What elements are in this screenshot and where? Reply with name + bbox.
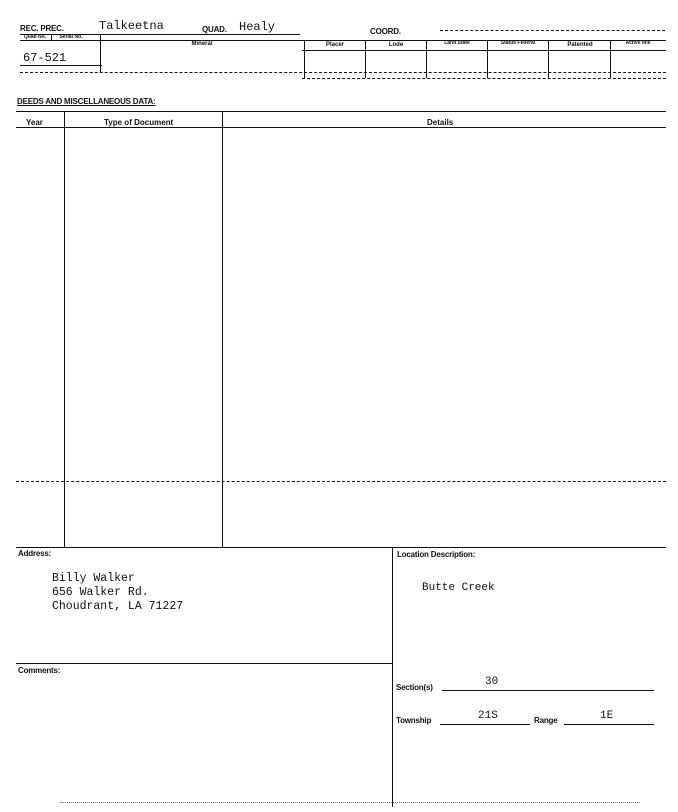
col-active-idle: Active Idle (625, 40, 651, 46)
quad-label: QUAD. (202, 25, 227, 34)
record-divider (487, 40, 488, 78)
record-row-bottom (20, 72, 666, 73)
record-divider (426, 40, 427, 78)
address-line: 656 Walker Rd. (52, 586, 149, 599)
record-col-rule (302, 50, 666, 51)
col-lode: Lode (388, 42, 404, 48)
col-quad-no: Quad No. (23, 34, 47, 40)
township-fill-line (440, 724, 530, 725)
deeds-col-divider (222, 111, 223, 548)
location-value: Butte Creek (422, 582, 495, 594)
comments-label: Comments: (18, 666, 61, 675)
coord-label: COORD. (370, 27, 401, 36)
deeds-table-bottom (16, 547, 666, 548)
col-serial-no: Serial No. (59, 34, 83, 40)
address-label: Address: (18, 549, 52, 558)
col-mineral: Mineral (191, 41, 213, 47)
coord-line (440, 30, 665, 31)
record-row-bottom-2 (302, 78, 666, 79)
section-value: 30 (485, 676, 499, 688)
deeds-dashed-rule (16, 481, 666, 482)
quad-value: Healy (239, 20, 276, 34)
range-fill-line (564, 724, 654, 725)
rec-prec-label: REC. PREC. (20, 24, 64, 33)
deeds-col-divider (64, 111, 65, 548)
record-divider (610, 40, 611, 78)
col-type-of-document: Type of Document (104, 118, 174, 127)
col-details: Details (427, 118, 454, 127)
address-line: Billy Walker (52, 572, 135, 585)
deeds-title: DEEDS AND MISCELLANEOUS DATA: (17, 97, 156, 106)
col-placer: Placer (325, 42, 344, 48)
col-land-state: Land State (444, 40, 470, 46)
record-divider (548, 40, 549, 78)
township-value: 21S (478, 710, 498, 722)
range-value: 1E (600, 710, 614, 722)
address-location-divider (392, 547, 393, 807)
location-label: Location Description: (397, 550, 476, 559)
record-divider (100, 34, 101, 72)
section-fill-line (442, 690, 654, 691)
rec-prec-value: Talkeetna (99, 19, 164, 33)
record-divider (304, 40, 305, 78)
address-line: Choudrant, LA 71227 (52, 600, 184, 613)
deeds-table-top (16, 111, 666, 112)
comments-top-rule (16, 663, 392, 664)
col-year: Year (26, 118, 43, 127)
record-divider (51, 34, 52, 40)
scan-noise (60, 802, 640, 803)
address-block (52, 572, 183, 614)
subheader-rule (20, 40, 666, 41)
record-value-rule (20, 65, 102, 66)
township-label: Township (396, 716, 432, 725)
col-status-federal: Status Federal (500, 40, 536, 46)
section-label: Section(s) (396, 683, 433, 692)
deeds-header-rule (16, 127, 666, 128)
quad-serial-value: 67-521 (23, 51, 67, 65)
range-label: Range (534, 716, 558, 725)
col-patented: Patented (567, 42, 593, 48)
record-divider (365, 40, 366, 78)
